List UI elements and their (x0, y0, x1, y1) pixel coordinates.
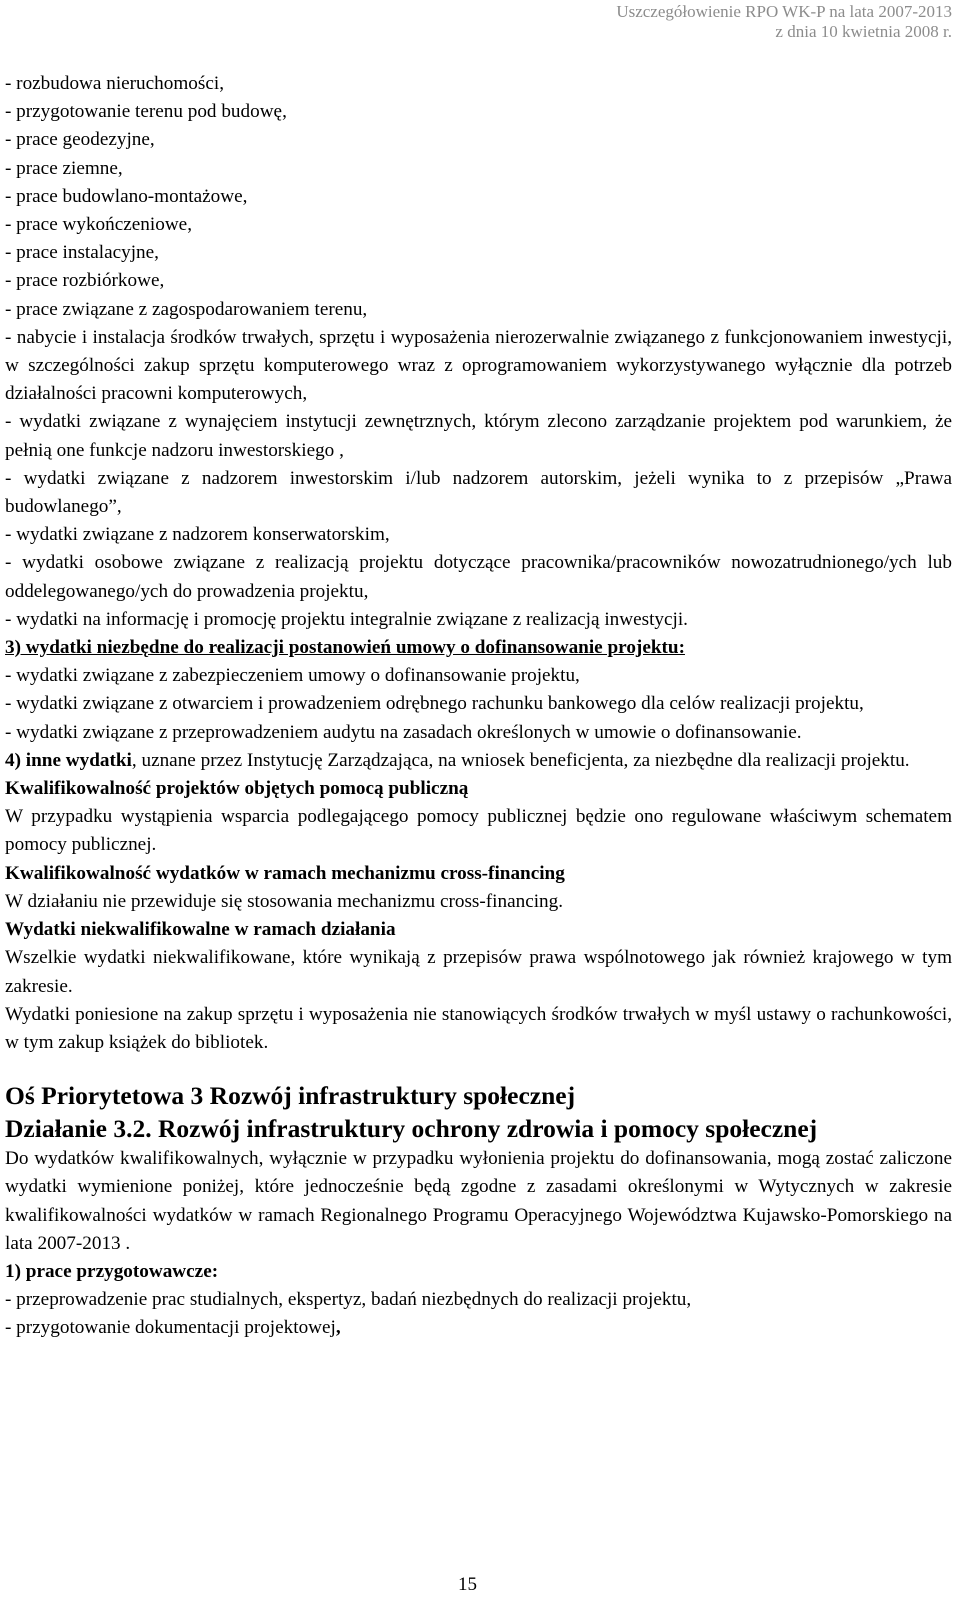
list-item: - prace geodezyjne, (5, 129, 155, 151)
list-item: - prace wykończeniowe, (5, 214, 192, 236)
list-item: - rozbudowa nieruchomości, (5, 73, 224, 94)
priority-axis-title: Oś Priorytetowa 3 Rozwój infrastruktury społecznej (5, 1081, 576, 1111)
section-3-heading: 3) wydatki niezbędne do realizacji postanowień umowy o dofinansowanie projektu: (5, 637, 685, 659)
spacer (5, 1057, 952, 1080)
list-item: - wydatki związane z nadzorem konserwatorskim, (5, 524, 390, 546)
list-item: - wydatki związane z otwarciem i prowadzeniem odrębnego rachunku bankowego dla celów realizacji projektu, (5, 693, 864, 715)
list-item: - wydatki związane z zabezpieczeniem umowy o dofinansowanie projektu, (5, 665, 580, 687)
document-body (5, 70, 952, 1343)
list-item: - prace ziemne, (5, 157, 123, 179)
section-1-heading: 1) prace przygotowawcze: (5, 1260, 219, 1282)
list-item: - prace rozbiórkowe, (5, 270, 165, 292)
ineligible-text-2: Wydatki poniesione na zakup sprzętu i wyposażenia nie stanowiących środków trwałych w myśl ustawy o rachunkowości, w tym zakup książek do bibliotek. (5, 1003, 952, 1053)
section-4-text: , uznane przez Instytucję Zarządzająca, na wniosek beneficjenta, za niezbędne dla realizacji projektu. (131, 749, 910, 771)
list-item-comma: , (335, 1317, 341, 1339)
list-item: - wydatki na informację i promocję projektu integralnie związane z realizacją inwestycji. (5, 608, 688, 630)
list-item (5, 1314, 952, 1342)
page-header (616, 2, 952, 42)
list-item: - nabycie i instalacja środków trwałych, sprzętu i wyposażenia nierozerwalnie związanego z funkcjonowaniem inwestycji, w szczególności zakup sprzętu komputerowego wraz z oprogramowaniem wykorzystywanego wyłącznie dla potrzeb działalności pracowni komputerowych, (5, 326, 952, 405)
measure-title: Działanie 3.2. Rozwój infrastruktury ochrony zdrowia i pomocy społecznej (5, 1114, 818, 1144)
public-aid-text: W przypadku wystąpienia wsparcia podlegającego pomocy publicznej będzie ono regulowane właściwym schematem pomocy publicznej. (5, 806, 952, 856)
header-date: z dnia 10 kwietnia 2008 r. (775, 22, 952, 41)
public-aid-heading: Kwalifikowalność projektów objętych pomocą publiczną (5, 778, 469, 800)
intro-paragraph: Do wydatków kwalifikowalnych, wyłącznie w przypadku wyłonienia projektu do dofinansowania, mogą zostać zaliczone wydatki wymienione poniżej, które jednocześnie będą zgodne z zasadami określonymi w Wytycznych w zakresie kwalifikowalności wydatków w ramach Regionalnego Programu Operacyjnego Województwa Kujawsko-Pomorskiego na lata 2007-2013 . (5, 1148, 952, 1254)
list-item: - wydatki związane z przeprowadzeniem audytu na zasadach określonych w umowie o dofinansowanie. (5, 721, 802, 743)
list-item: - prace budowlano-montażowe, (5, 185, 248, 207)
list-item: - prace instalacyjne, (5, 242, 159, 264)
cross-financing-heading: Kwalifikowalność wydatków w ramach mechanizmu cross-financing (5, 862, 565, 884)
ineligible-heading: Wydatki niekwalifikowalne w ramach działania (5, 919, 396, 941)
list-item: - przygotowanie terenu pod budowę, (5, 101, 287, 123)
list-item-text: - przygotowanie dokumentacji projektowej (5, 1317, 336, 1339)
header-title: Uszczegółowienie RPO WK-P na lata 2007-2013 (616, 2, 952, 21)
section-4-label: 4) inne wydatki (5, 749, 132, 771)
ineligible-text-1: Wszelkie wydatki niekwalifikowane, które wynikają z przepisów prawa wspólnotowego jak również krajowego w tym zakresie. (5, 947, 952, 997)
cross-financing-text: W działaniu nie przewiduje się stosowania mechanizmu cross-financing. (5, 890, 564, 912)
list-item: - prace związane z zagospodarowaniem terenu, (5, 298, 368, 320)
list-item: - wydatki związane z wynajęciem instytucji zewnętrznych, którym zlecono zarządzanie projektem pod warunkiem, że pełnią one funkcje nadzoru inwestorskiego , (5, 411, 952, 461)
list-item: - przeprowadzenie prac studialnych, ekspertyz, badań niezbędnych do realizacji projektu, (5, 1289, 692, 1311)
page-number: 15 (458, 1574, 477, 1595)
list-item: - wydatki osobowe związane z realizacją projektu dotyczące pracownika/pracowników nowozatrudnionego/ych lub oddelegowanego/ych do prowadzenia projektu, (5, 552, 952, 602)
list-item: - wydatki związane z nadzorem inwestorskim i/lub nadzorem autorskim, jeżeli wynika to z przepisów „Prawa budowlanego”, (5, 467, 952, 518)
section-4-paragraph (5, 747, 952, 775)
